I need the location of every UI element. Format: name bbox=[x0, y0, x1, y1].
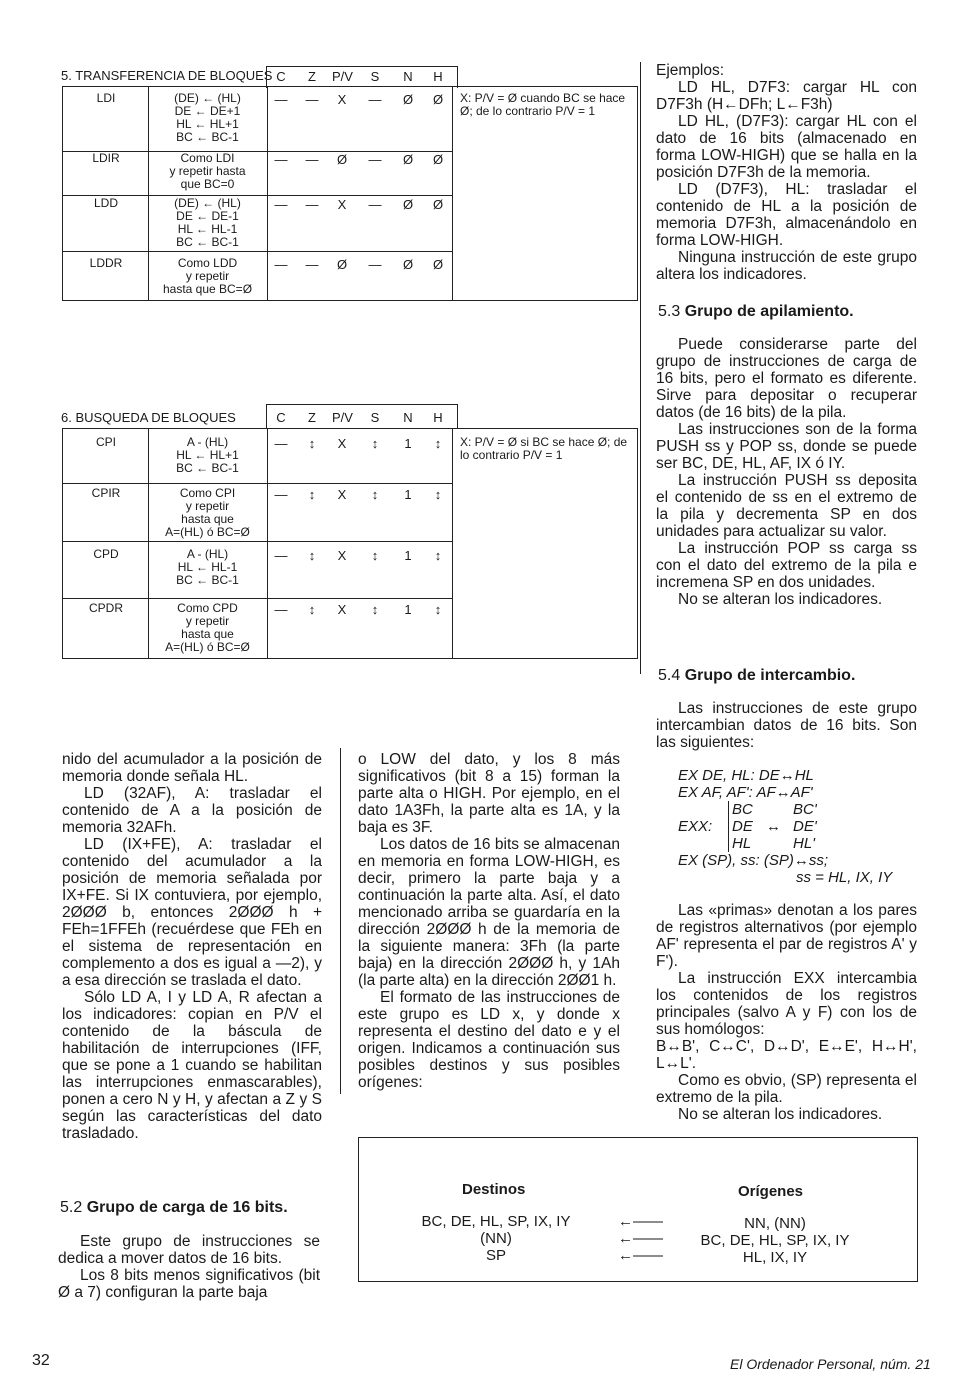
desc-cell: (DE) ← (HL) DE ← DE+1 HL ← HL+1 BC ← BC-1 bbox=[174, 91, 241, 144]
code-exx-left: BC DE HL bbox=[728, 801, 753, 852]
code-exx: EXX: bbox=[678, 818, 713, 835]
flag-cell: ↕ bbox=[434, 548, 442, 563]
flag-cell: ↕ bbox=[308, 548, 316, 563]
flag-cell: Ø bbox=[432, 152, 444, 167]
flag-cell: ↕ bbox=[371, 436, 379, 451]
column-divider bbox=[640, 62, 641, 674]
flag-cell: ↕ bbox=[371, 602, 379, 617]
flag-cell: 1 bbox=[404, 548, 412, 563]
flag-header: C bbox=[276, 69, 286, 84]
desc-cell: Como CPD y repetir hasta que A=(HL) ó BC=Ø bbox=[165, 601, 250, 654]
flag-cell: ↕ bbox=[308, 602, 316, 617]
flag-cell: Ø bbox=[432, 257, 444, 272]
op-cell: CPDR bbox=[88, 601, 123, 615]
flag-cell: ↕ bbox=[371, 487, 379, 502]
right-text-examples: Ejemplos: LD HL, D7F3: cargar HL con D7F3h (H←DFh; L←F3h) LD HL, (D7F3): cargar HL con el dato de 16 bits (almacenado en forma LOW-HIGH) que se halla en la posición D7F3h de la memoria. LD (D7F3), HL: trasladar el contenido de HL a la posición de memoria D7F3h, almacenándolo en forma LOW-HIGH. Ninguna instrucción de este grupo altera los indicadores. bbox=[656, 62, 917, 283]
code-l5: ss = HL, IX, IY bbox=[796, 869, 893, 886]
flag-cell: — bbox=[368, 197, 382, 212]
flag-header: H bbox=[433, 410, 443, 425]
flag-header: Z bbox=[308, 410, 316, 425]
flag-cell: — bbox=[368, 257, 382, 272]
flag-header: Z bbox=[308, 69, 316, 84]
flag-cell: — bbox=[274, 487, 288, 502]
flag-cell: — bbox=[274, 92, 288, 107]
right-text-intercambio: Las instrucciones de este grupo intercambian datos de 16 bits. Son las siguientes: bbox=[656, 700, 917, 751]
flag-cell: Ø bbox=[336, 152, 348, 167]
code-l2: EX AF, AF': AF↔AF' bbox=[678, 784, 813, 801]
op-cell: LDI bbox=[96, 91, 116, 105]
code-l1: EX DE, HL: DE↔HL bbox=[678, 767, 814, 784]
column-divider bbox=[340, 748, 341, 1094]
right-text-apilamiento: Puede considerarse parte del grupo de instrucciones de carga de 16 bits, pero el formato es diferente. Sirve para depositar o recuperar datos (de 16 bits) de la pila. Las instrucciones son de la forma PUSH ss y POP ss, donde se puede ser BC, DE, HL, AF, IX ó IY. La instrucción PUSH ss deposita el contenido de ss en el extremo de la pila y decrementa SP en dos unidades para actualizar su valor. La instrucción POP ss carga ss con el dato del extremo de la pila e incremena SP en dos unidades. No se alteran los indicadores. bbox=[656, 336, 917, 608]
flag-cell: — bbox=[305, 152, 319, 167]
flag-cell: — bbox=[274, 436, 288, 451]
flag-cell: — bbox=[368, 152, 382, 167]
table-title: 6. BUSQUEDA DE BLOQUES bbox=[61, 410, 236, 425]
left-text: nido del acumulador a la posición de memoria donde señala HL. LD (32AF), A: trasladar el contenido de A a la posición de memoria 32AFh. LD (IX+FE), A: trasladar el contenido del acumulador a la posición de memoria señalada por IX+FE. Si IX contuviera, por ejemplo, 2ØØØ b, entonces 2ØØØ h + FEh=1FFEh (recuérdese que FEh en el sistema de representación en complemento a dos es igual a —2), y a esa dirección se traslada el dato. Sólo LD A, I y LD A, R afectan a los indicadores: copian en P/V el contenido de la báscula de habilitación de interrupciones (IFF, que se pone a 1 cuando se habilitan las interrupciones enmascarables), ponen a cero N y H, y afectan a Z y S según las características del dato trasladado. bbox=[62, 751, 322, 1142]
flag-cell: X bbox=[337, 602, 347, 617]
flag-cell: X bbox=[337, 548, 347, 563]
table-title: 5. TRANSFERENCIA DE BLOQUES bbox=[61, 68, 273, 83]
flag-cell: Ø bbox=[402, 197, 414, 212]
desc-cell: Como LDI y repetir hasta que BC=0 bbox=[169, 151, 246, 191]
arrows: ←—— ←—— ←—— bbox=[618, 1213, 663, 1264]
flag-header: S bbox=[370, 410, 380, 425]
flag-cell: X bbox=[337, 197, 347, 212]
flag-cell: Ø bbox=[432, 92, 444, 107]
flag-cell: Ø bbox=[402, 257, 414, 272]
flag-cell: 1 bbox=[404, 602, 412, 617]
flag-header: P/V bbox=[332, 69, 353, 84]
flag-cell: X bbox=[337, 92, 347, 107]
code-exx-arrow: ↔ bbox=[766, 818, 781, 835]
flag-cell: — bbox=[274, 152, 288, 167]
table5-note: X: P/V = Ø cuando BC se hace Ø; de lo contrario P/V = 1 bbox=[460, 91, 626, 118]
flag-header: C bbox=[276, 410, 286, 425]
flag-header: S bbox=[370, 69, 380, 84]
desc-cell: A - (HL) HL ← HL-1 BC ← BC-1 bbox=[176, 547, 239, 587]
op-cell: CPI bbox=[95, 435, 116, 449]
flag-header: N bbox=[403, 410, 413, 425]
left-text-2: Este grupo de instrucciones se dedica a mover datos de 16 bits. Los 8 bits menos significativos (bit Ø a 7) configuran la parte baja bbox=[58, 1233, 320, 1301]
flag-cell: ↕ bbox=[434, 602, 442, 617]
heading-5-4: 5.4 Grupo de intercambio. bbox=[658, 667, 856, 684]
flag-cell: Ø bbox=[402, 92, 414, 107]
op-cell: LDDR bbox=[89, 256, 123, 270]
op-cell: CPIR bbox=[91, 486, 121, 500]
flag-cell: Ø bbox=[432, 197, 444, 212]
heading-5-2: 5.2 Grupo de carga de 16 bits. bbox=[60, 1199, 288, 1216]
flag-cell: ↕ bbox=[308, 436, 316, 451]
flag-cell: X bbox=[337, 436, 347, 451]
destinos-list: BC, DE, HL, SP, IX, IY (NN) SP bbox=[421, 1213, 571, 1264]
flag-cell: — bbox=[274, 197, 288, 212]
flag-cell: — bbox=[305, 257, 319, 272]
op-cell: LDD bbox=[93, 196, 118, 210]
page-number: 32 bbox=[32, 1352, 50, 1369]
journal-name: El Ordenador Personal, núm. 21 bbox=[730, 1356, 931, 1372]
flag-cell: 1 bbox=[404, 436, 412, 451]
right-text-primas: Las «primas» denotan a los pares de registros alternativos (por ejemplo AF' representa el par de registros A' y F'). La instrucción EXX intercambia los contenidos de los registros principales (salvo A y F) con los de sus homólogos: B↔B', C↔C', D↔D', E↔E', H↔H', L↔L'. Como es obvio, (SP) representa el extremo de la pila. No se alteran los indicadores. bbox=[656, 902, 917, 1123]
desc-cell: A - (HL) HL ← HL+1 BC ← BC-1 bbox=[176, 435, 239, 475]
flag-cell: ↕ bbox=[371, 548, 379, 563]
flag-cell: Ø bbox=[336, 257, 348, 272]
flag-cell: — bbox=[305, 197, 319, 212]
flag-cell: X bbox=[337, 487, 347, 502]
heading-destinos: Destinos bbox=[462, 1181, 526, 1198]
flag-cell: ↕ bbox=[434, 487, 442, 502]
heading-origenes: Orígenes bbox=[738, 1183, 804, 1200]
flag-cell: — bbox=[274, 257, 288, 272]
flag-cell: — bbox=[305, 92, 319, 107]
op-cell: CPD bbox=[93, 547, 119, 561]
desc-cell: Como CPI y repetir hasta que A=(HL) ó BC=Ø bbox=[165, 486, 250, 539]
middle-text: o LOW del dato, y los 8 más significativos (bit 8 a 15) forman la parte alta o HIGH. Por ejemplo, en el dato 1A3Fh, la parte alta es 1A, y la baja es 3F. Los datos de 16 bits se almacenan en memoria en forma LOW-HIGH, es decir, primero la parte baja y a continuación la parte alta. Así, el dato mencionado arriba se guardaría en la dirección 2ØØØ h de la memoria de la siguiente manera: 3Fh (la parte baja) en la dirección 2ØØØ h, y 1Ah (la parte alta) en la dirección 2ØØ1 h. El formato de las instrucciones de este grupo es LD x, y donde x representa el destino del dato e y el origen. Indicamos a continuación sus posibles destinos y sus posibles orígenes: bbox=[358, 751, 620, 1091]
table6-note: X: P/V = Ø si BC se hace Ø; de lo contrario P/V = 1 bbox=[460, 435, 628, 462]
flag-cell: — bbox=[368, 92, 382, 107]
heading-5-3: 5.3 Grupo de apilamiento. bbox=[658, 303, 854, 320]
flag-cell: — bbox=[274, 602, 288, 617]
origenes-list: NN, (NN) BC, DE, HL, SP, IX, IY HL, IX, IY bbox=[700, 1215, 850, 1266]
flag-header: P/V bbox=[332, 410, 353, 425]
flag-cell: 1 bbox=[404, 487, 412, 502]
flag-header: N bbox=[403, 69, 413, 84]
flag-cell: ↕ bbox=[308, 487, 316, 502]
code-l4: EX (SP), ss: (SP)↔ss; bbox=[678, 852, 829, 869]
desc-cell: Como LDD y repetir hasta que BC=Ø bbox=[162, 256, 253, 296]
code-exx-right: BC' DE' HL' bbox=[793, 801, 817, 852]
flag-cell: ↕ bbox=[434, 436, 442, 451]
flag-header: H bbox=[433, 69, 443, 84]
op-cell: LDIR bbox=[92, 151, 120, 165]
desc-cell: (DE) ← (HL) DE ← DE-1 HL ← HL-1 BC ← BC-1 bbox=[174, 196, 241, 249]
flag-cell: Ø bbox=[402, 152, 414, 167]
flag-cell: — bbox=[274, 548, 288, 563]
